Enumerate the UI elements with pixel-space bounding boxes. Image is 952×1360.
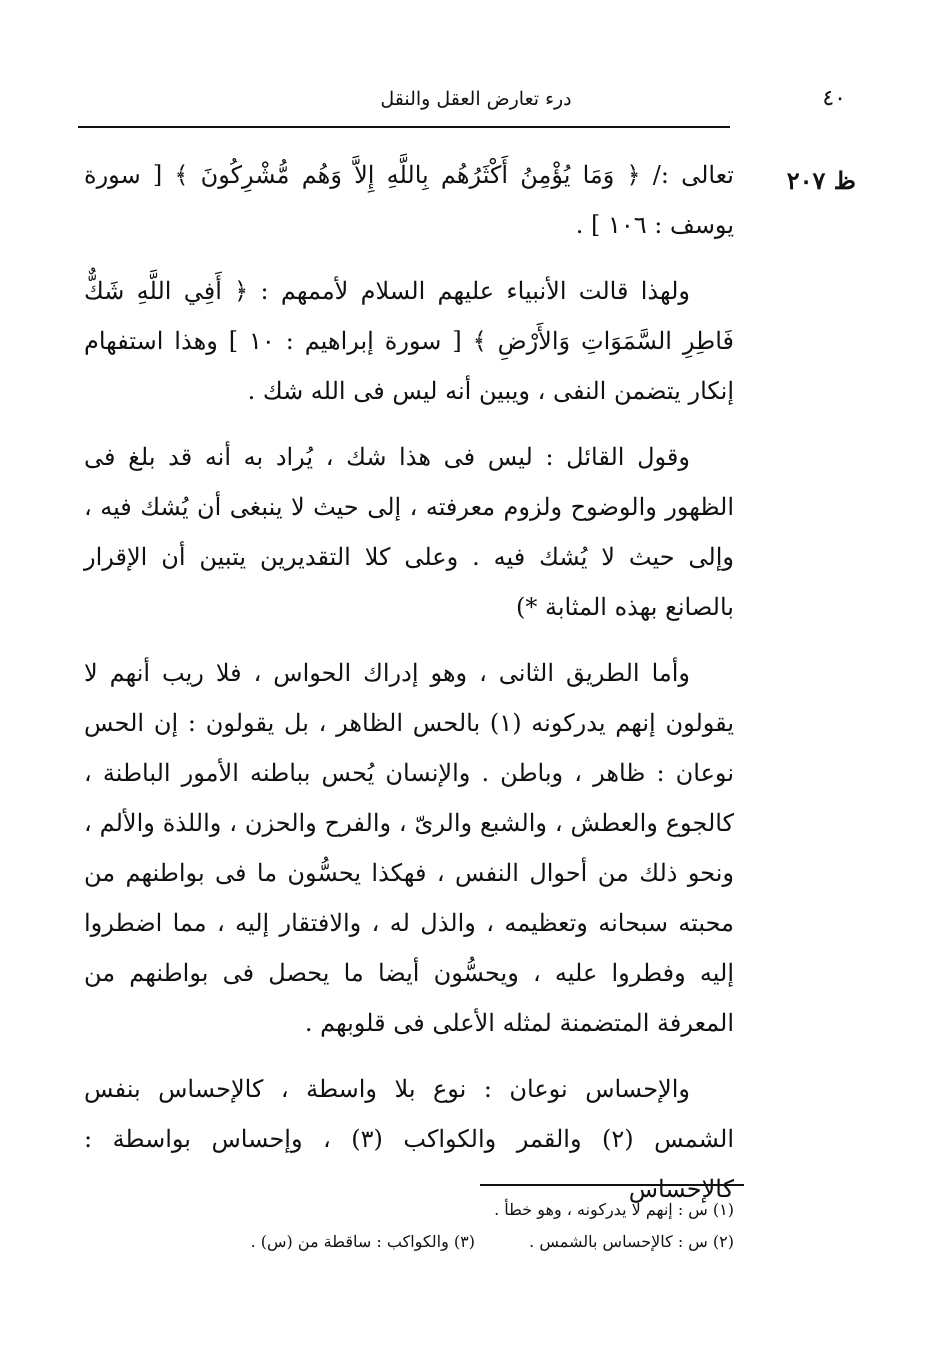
paragraph-perception-types: والإحساس نوعان : نوع بلا واسطة ، كالإحساس بنفس الشمس (٢) والقمر والكواكب (٣) ، وإحساس بواسطة : كالإحساس	[84, 1075, 735, 1203]
footnote-3: (٣) والكواكب : ساقطة من (س) .	[250, 1232, 475, 1251]
main-text	[84, 150, 734, 1230]
footnote-rule	[480, 1184, 744, 1186]
footnote-2: (٢) س : كالإحساس بالشمس .	[529, 1232, 734, 1251]
paragraph-senses: وأما الطريق الثانى ، وهو إدراك الحواس ، فلا ريب أنهم لا يقولون إنهم يدركونه (١) بالحس الظاهر ، بل يقولون : إن الحس نوعان : ظاهر ، وباطن . والإنسان يُحس بباطنه الأمور الباطنة ، كالجوع والعطش ، والشبع والرىّ ، والفرح والحزن ، واللذة والألم ، ونحو ذلك من أحوال النفس ، فهكذا يحسُّون ما فى بواطنهم من محبته سبحانه وتعظيمه ، والذل له ، والافتقار إليه ، مما اضطروا إليه وفطروا عليه ، ويحسُّون أيضا ما يحصل فى بواطنهم من المعرفة المتضمنة لمثله الأعلى فى قلوبهم .	[84, 659, 735, 1037]
header-rule	[78, 126, 730, 128]
running-title: درء تعارض العقل والنقل	[380, 88, 572, 110]
paragraph-no-doubt: وقول القائل : ليس فى هذا شك ، يُراد به أنه قد بلغ فى الظهور والوضوح ولزوم معرفته ، إلى حيث لا ينبغى أن يُشك فيه ، وإلى حيث لا يُشك فيه . وعلى كلا التقديرين يتبين أن الإقرار بالصانع بهذه المثابة *)	[84, 443, 734, 621]
footnotes	[84, 1194, 734, 1258]
page-number: ٤٠	[822, 86, 846, 111]
margin-manuscript-reference: ظ ٢٠٧	[786, 166, 856, 195]
running-header	[78, 86, 874, 120]
footnote-1: (١) س : إنهم لا يدركونه ، وهو خطأ .	[494, 1200, 734, 1219]
paragraph-quran-citation: تعالى :/ ﴿ وَمَا يُؤْمِنُ أَكْثَرُهُم بِاللَّهِ إِلاَّ وَهُم مُّشْرِكُونَ ﴾ [ سورة يوسف : ١٠٦ ] .	[84, 161, 734, 239]
paragraph-prophets: ولهذا قالت الأنبياء عليهم السلام لأممهم : ﴿ أَفِي اللَّهِ شَكٌّ فَاطِرِ السَّمَوَاتِ وَالأَرْضِ ﴾ [ سورة إبراهيم : ١٠ ] وهذا استفهام إنكار يتضمن النفى ، ويبين أنه ليس فى الله شك .	[84, 277, 735, 405]
footnote-row	[84, 1226, 734, 1258]
